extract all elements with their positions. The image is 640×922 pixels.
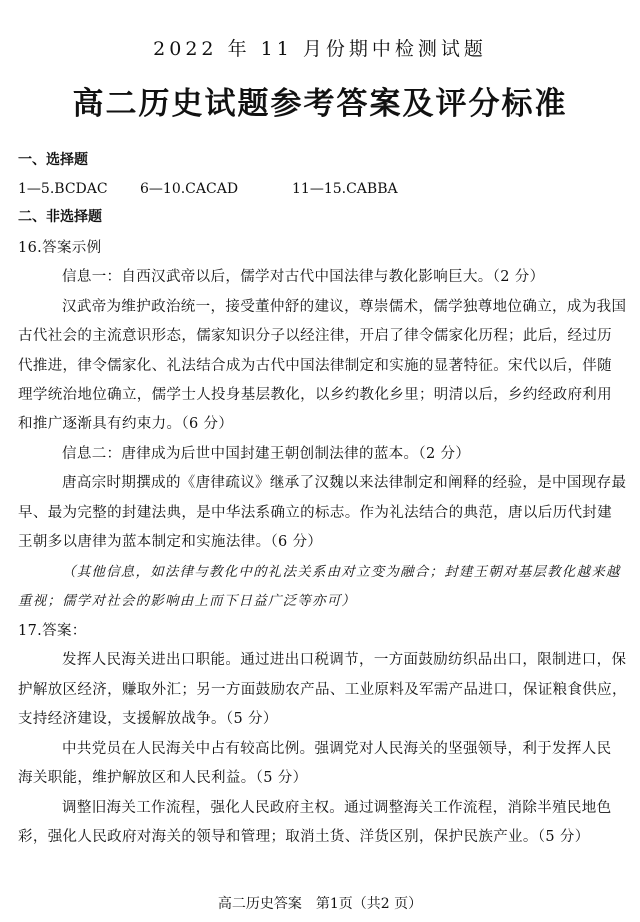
answer-group-1: 1—5.BCDAC	[18, 181, 108, 197]
q16-note: （其他信息，如法律与教化中的礼法关系由对立变为融合；封建王朝对基层教化越来越	[62, 564, 621, 580]
q17-line: 发挥人民海关进出口职能。通过进出口税调节，一方面鼓励纺织品出口，限制进口，保	[62, 652, 627, 668]
choice-answers	[18, 178, 622, 197]
q16-line: 理学统治地位确立，儒学士人投身基层教化，以乡约教化乡里；明清以后，乡约经政府利用	[18, 387, 612, 403]
answer-group-2: 6—10.CACAD	[140, 181, 239, 197]
q16-line: 王朝多以唐律为蓝本制定和实施法律。（6 分）	[18, 534, 323, 550]
answer-group-3: 11—15.CABBA	[292, 181, 398, 197]
page-footer: 高二历史答案 第1页（共2 页）	[217, 896, 423, 912]
q16-line: 早、最为完整的封建法典，是中华法系确立的标志。作为礼法结合的典范，唐以后历代封建	[18, 505, 612, 521]
exam-title: 2022 年 11 月份期中检测试题	[153, 38, 487, 60]
q16-line: 信息一：自西汉武帝以后，儒学对古代中国法律与教化影响巨大。（2 分）	[62, 269, 545, 285]
q16-line: 汉武帝为维护政治统一，接受董仲舒的建议，尊崇儒术，儒学独尊地位确立，成为我国	[62, 299, 627, 315]
q16-line: 古代社会的主流意识形态，儒家知识分子以经注律，开启了律令儒家化历程；此后，经过历	[18, 328, 612, 344]
q16-note: 重视；儒学对社会的影响由上而下日益广泛等亦可）	[18, 593, 357, 609]
q17-line: 支持经济建设，支援解放战争。（5 分）	[18, 711, 278, 727]
q16-line: 代推进，律令儒家化、礼法结合成为古代中国法律制定和实施的显著特征。宋代以后，伴随	[18, 358, 612, 374]
section-heading-nonchoice: 二、非选择题	[18, 209, 102, 225]
q16-line: 唐高宗时期撰成的《唐律疏议》继承了汉魏以来法律制定和阐释的经验，是中国现存最	[62, 475, 627, 491]
section-heading-choice: 一、选择题	[18, 152, 88, 168]
q16-line: 和推广逐渐具有约束力。（6 分）	[18, 416, 234, 432]
page-title: 高二历史试题参考答案及评分标准	[72, 86, 568, 122]
q17-line: 护解放区经济，赚取外汇；另一方面鼓励农产品、工业原料及军需产品进口，保证粮食供应，	[18, 682, 627, 698]
q16-heading: 16.答案示例	[18, 240, 102, 256]
q16-line: 信息二：唐律成为后世中国封建王朝创制法律的蓝本。（2 分）	[62, 446, 471, 462]
q17-line: 彩，强化人民政府对海关的领导和管理；取消土货、洋货区别，保护民族产业。（5 分）	[18, 829, 590, 845]
q17-heading: 17.答案：	[18, 623, 87, 639]
q17-line: 海关职能，维护解放区和人民利益。（5 分）	[18, 770, 308, 786]
q17-line: 中共党员在人民海关中占有较高比例。强调党对人民海关的坚强领导，利于发挥人民	[62, 741, 612, 757]
q17-line: 调整旧海关工作流程，强化人民政府主权。通过调整海关工作流程，消除半殖民地色	[62, 800, 612, 816]
